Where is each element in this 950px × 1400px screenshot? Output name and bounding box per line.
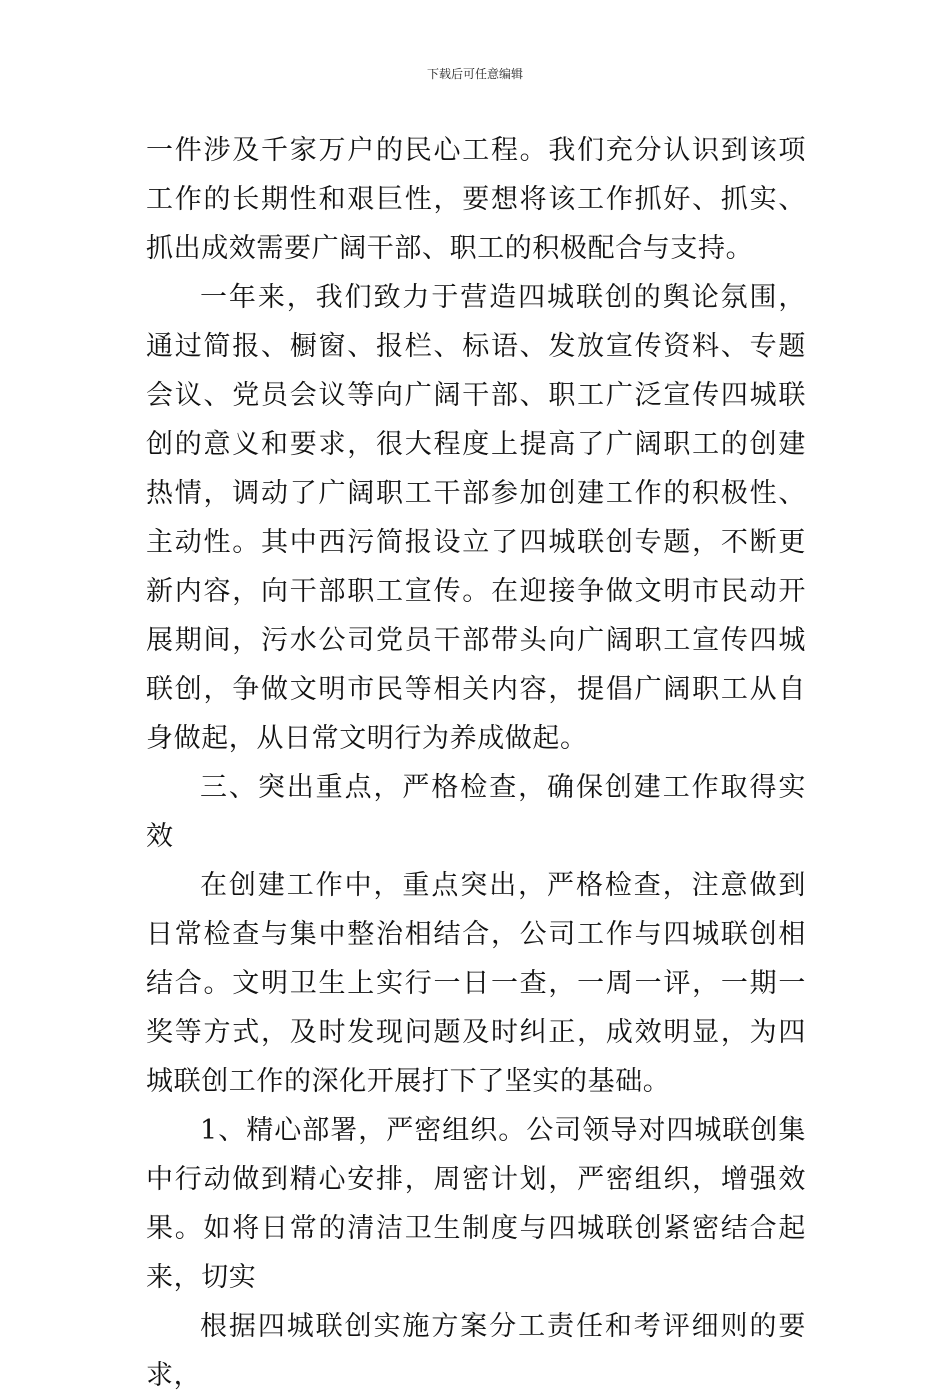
document-body [146,126,806,1400]
page-header: 下载后可任意编辑 [426,67,523,81]
paragraph: 一年来，我们致力于营造四城联创的舆论氛围，通过简报、橱窗、报栏、标语、发放宣传资料、专题会议、党员会议等向广阔干部、职工广泛宣传四城联创的意义和要求，很大程度上提高了广阔职工的创建热情，调动了广阔职工干部参加创建工作的积极性、主动性。其中西污简报设立了四城联创专题，不断更新内容，向干部职工宣传。在迎接争做文明市民动开展期间，污水公司党员干部带头向广阔职工宣传四城联创，争做文明市民等相关内容，提倡广阔职工从自身做起，从日常文明行为养成做起。 [146,282,806,754]
paragraph: 1、精心部署，严密组织。公司领导对四城联创集中行动做到精心安排，周密计划，严密组织，增强效果。如将日常的清洁卫生制度与四城联创紧密结合起来，切实 [146,1115,806,1293]
paragraph: 根据四城联创实施方案分工责任和考评细则的要求， [146,1311,806,1391]
paragraph: 一件涉及千家万户的民心工程。我们充分认识到该项工作的长期性和艰巨性，要想将该工作抓好、抓实、抓出成效需要广阔干部、职工的积极配合与支持。 [146,135,806,264]
section-heading: 三、突出重点，严格检查，确保创建工作取得实效 [146,772,806,852]
paragraph: 在创建工作中，重点突出，严格检查，注意做到日常检查与集中整治相结合，公司工作与四城联创相结合。文明卫生上实行一日一查，一周一评，一期一奖等方式，及时发现问题及时纠正，成效明显，为四城联创工作的深化开展打下了坚实的基础。 [146,870,806,1097]
